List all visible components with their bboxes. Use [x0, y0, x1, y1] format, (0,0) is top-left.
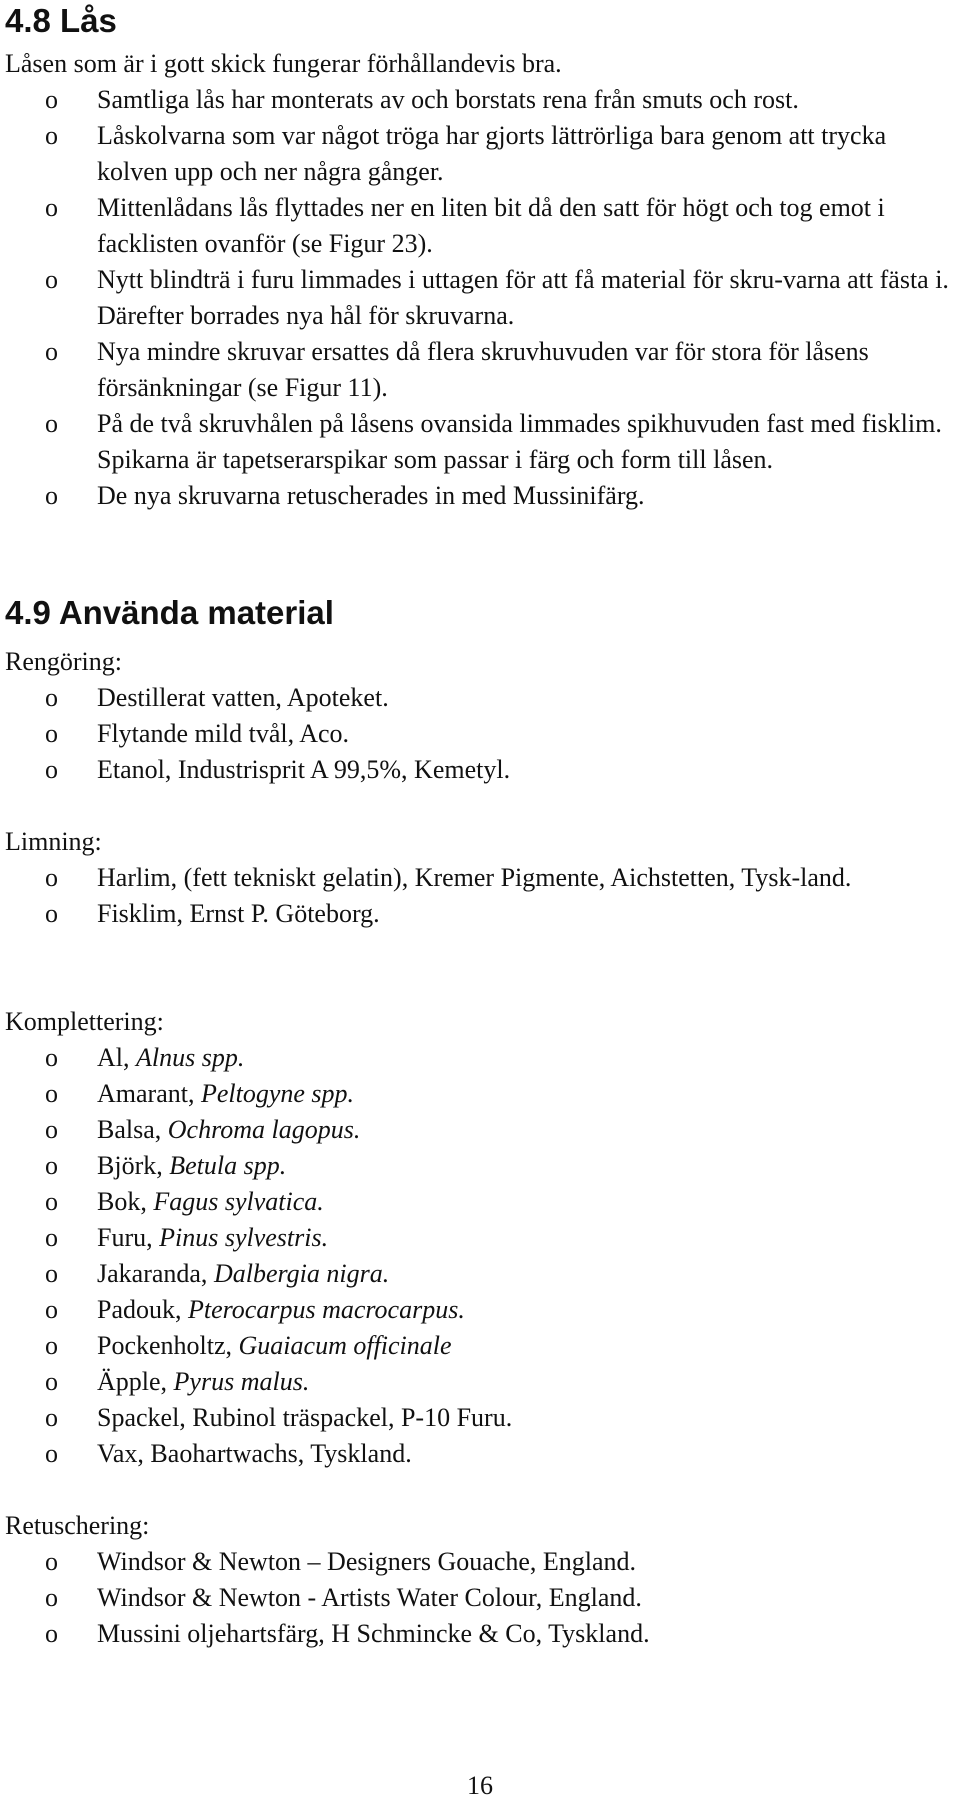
bullet-mark: o	[45, 1547, 58, 1576]
cleaning-list	[0, 680, 950, 788]
list-item: o Flytande mild tvål, Aco.	[0, 716, 950, 752]
list-item: o Bok, Fagus sylvatica.	[0, 1184, 950, 1220]
bullet-mark: o	[45, 1403, 58, 1432]
lock-work-list	[0, 82, 950, 514]
list-item: o Nya mindre skruvar ersattes då flera skruvhuvuden var för stora för låsens försänkningar (se Figur 11).	[0, 334, 950, 406]
list-item: o Äpple, Pyrus malus.	[0, 1364, 950, 1400]
bullet-mark: o	[45, 193, 58, 222]
section-intro: Låsen som är i gott skick fungerar förhållandevis bra.	[5, 49, 562, 78]
bullet-mark: o	[45, 1439, 58, 1468]
bullet-mark: o	[45, 1583, 58, 1612]
list-item: o Windsor & Newton - Artists Water Colour, England.	[0, 1580, 950, 1616]
bullet-mark: o	[45, 481, 58, 510]
bullet-mark: o	[45, 337, 58, 366]
bullet-mark: o	[45, 265, 58, 294]
latin-name: Betula spp.	[169, 1151, 287, 1180]
latin-name: Ochroma lagopus.	[167, 1115, 361, 1144]
subheading-cleaning: Rengöring:	[5, 647, 122, 676]
bullet-mark: o	[45, 1331, 58, 1360]
list-item: o Fisklim, Ernst P. Göteborg.	[0, 896, 950, 932]
gluing-list	[0, 860, 950, 932]
latin-name: Fagus sylvatica.	[153, 1187, 324, 1216]
bullet-mark: o	[45, 1259, 58, 1288]
latin-name: Peltogyne spp.	[200, 1079, 355, 1108]
list-item: o Låskolvarna som var något tröga har gjorts lättrörliga bara genom att trycka kolven upp och ner några gånger.	[0, 118, 950, 190]
list-item: o Destillerat vatten, Apoteket.	[0, 680, 950, 716]
bullet-mark: o	[45, 1151, 58, 1180]
bullet-mark: o	[45, 1187, 58, 1216]
retouching-list	[0, 1544, 950, 1652]
latin-name: Dalbergia nigra.	[213, 1259, 390, 1288]
page-number: 16	[467, 1771, 493, 1800]
bullet-mark: o	[45, 121, 58, 150]
subheading-gluing: Limning:	[5, 827, 102, 856]
latin-name: Alnus spp.	[136, 1043, 245, 1072]
section-heading-locks: 4.8 Lås	[5, 2, 117, 39]
list-item: o Windsor & Newton – Designers Gouache, England.	[0, 1544, 950, 1580]
bullet-mark: o	[45, 1079, 58, 1108]
list-item: o Etanol, Industrisprit A 99,5%, Kemetyl.	[0, 752, 950, 788]
subheading-completion: Komplettering:	[5, 1007, 164, 1036]
bullet-mark: o	[45, 1619, 58, 1648]
latin-name: Pyrus malus.	[173, 1367, 310, 1396]
list-item: o De nya skruvarna retuscherades in med Mussinifärg.	[0, 478, 950, 514]
bullet-mark: o	[45, 863, 58, 892]
bullet-mark: o	[45, 755, 58, 784]
list-item: o Pockenholtz, Guaiacum officinale	[0, 1328, 950, 1364]
list-item: o Spackel, Rubinol träspackel, P-10 Furu.	[0, 1400, 950, 1436]
list-item: o Samtliga lås har monterats av och borstats rena från smuts och rost.	[0, 82, 950, 118]
bullet-mark: o	[45, 1043, 58, 1072]
bullet-mark: o	[45, 1367, 58, 1396]
bullet-mark: o	[45, 899, 58, 928]
list-item: o Nytt blindträ i furu limmades i uttagen för att få material för skru-varna att fästa i. Därefter borrades nya hål för skruvarna.	[0, 262, 950, 334]
bullet-mark: o	[45, 1223, 58, 1252]
bullet-mark: o	[45, 719, 58, 748]
list-item: o Mussini oljehartsfärg, H Schmincke & Co, Tyskland.	[0, 1616, 950, 1652]
latin-name: Pterocarpus macrocarpus.	[188, 1295, 465, 1324]
list-item: o Balsa, Ochroma lagopus.	[0, 1112, 950, 1148]
list-item: o Padouk, Pterocarpus macrocarpus.	[0, 1292, 950, 1328]
list-item: o På de två skruvhålen på låsens ovansida limmades spikhuvuden fast med fisklim. Spikarna är tapetserarspikar som passar i färg och form till låsen.	[0, 406, 950, 478]
list-item: o Björk, Betula spp.	[0, 1148, 950, 1184]
bullet-mark: o	[45, 85, 58, 114]
bullet-mark: o	[45, 409, 58, 438]
list-item: o Mittenlådans lås flyttades ner en liten bit då den satt för högt och tog emot i facklisten ovanför (se Figur 23).	[0, 190, 950, 262]
latin-name: Pinus sylvestris.	[159, 1223, 329, 1252]
latin-name: Guaiacum officinale	[238, 1331, 452, 1360]
subheading-retouching: Retuschering:	[5, 1511, 150, 1540]
list-item: o Harlim, (fett tekniskt gelatin), Kremer Pigmente, Aichstetten, Tysk-land.	[0, 860, 950, 896]
bullet-mark: o	[45, 1115, 58, 1144]
section-heading-materials: 4.9 Använda material	[5, 594, 334, 631]
list-item: o Furu, Pinus sylvestris.	[0, 1220, 950, 1256]
list-item: o Al, Alnus spp.	[0, 1040, 950, 1076]
list-item: o Amarant, Peltogyne spp.	[0, 1076, 950, 1112]
bullet-mark: o	[45, 683, 58, 712]
bullet-mark: o	[45, 1295, 58, 1324]
completion-list	[0, 1040, 950, 1472]
list-item: o Vax, Baohartwachs, Tyskland.	[0, 1436, 950, 1472]
list-item: o Jakaranda, Dalbergia nigra.	[0, 1256, 950, 1292]
